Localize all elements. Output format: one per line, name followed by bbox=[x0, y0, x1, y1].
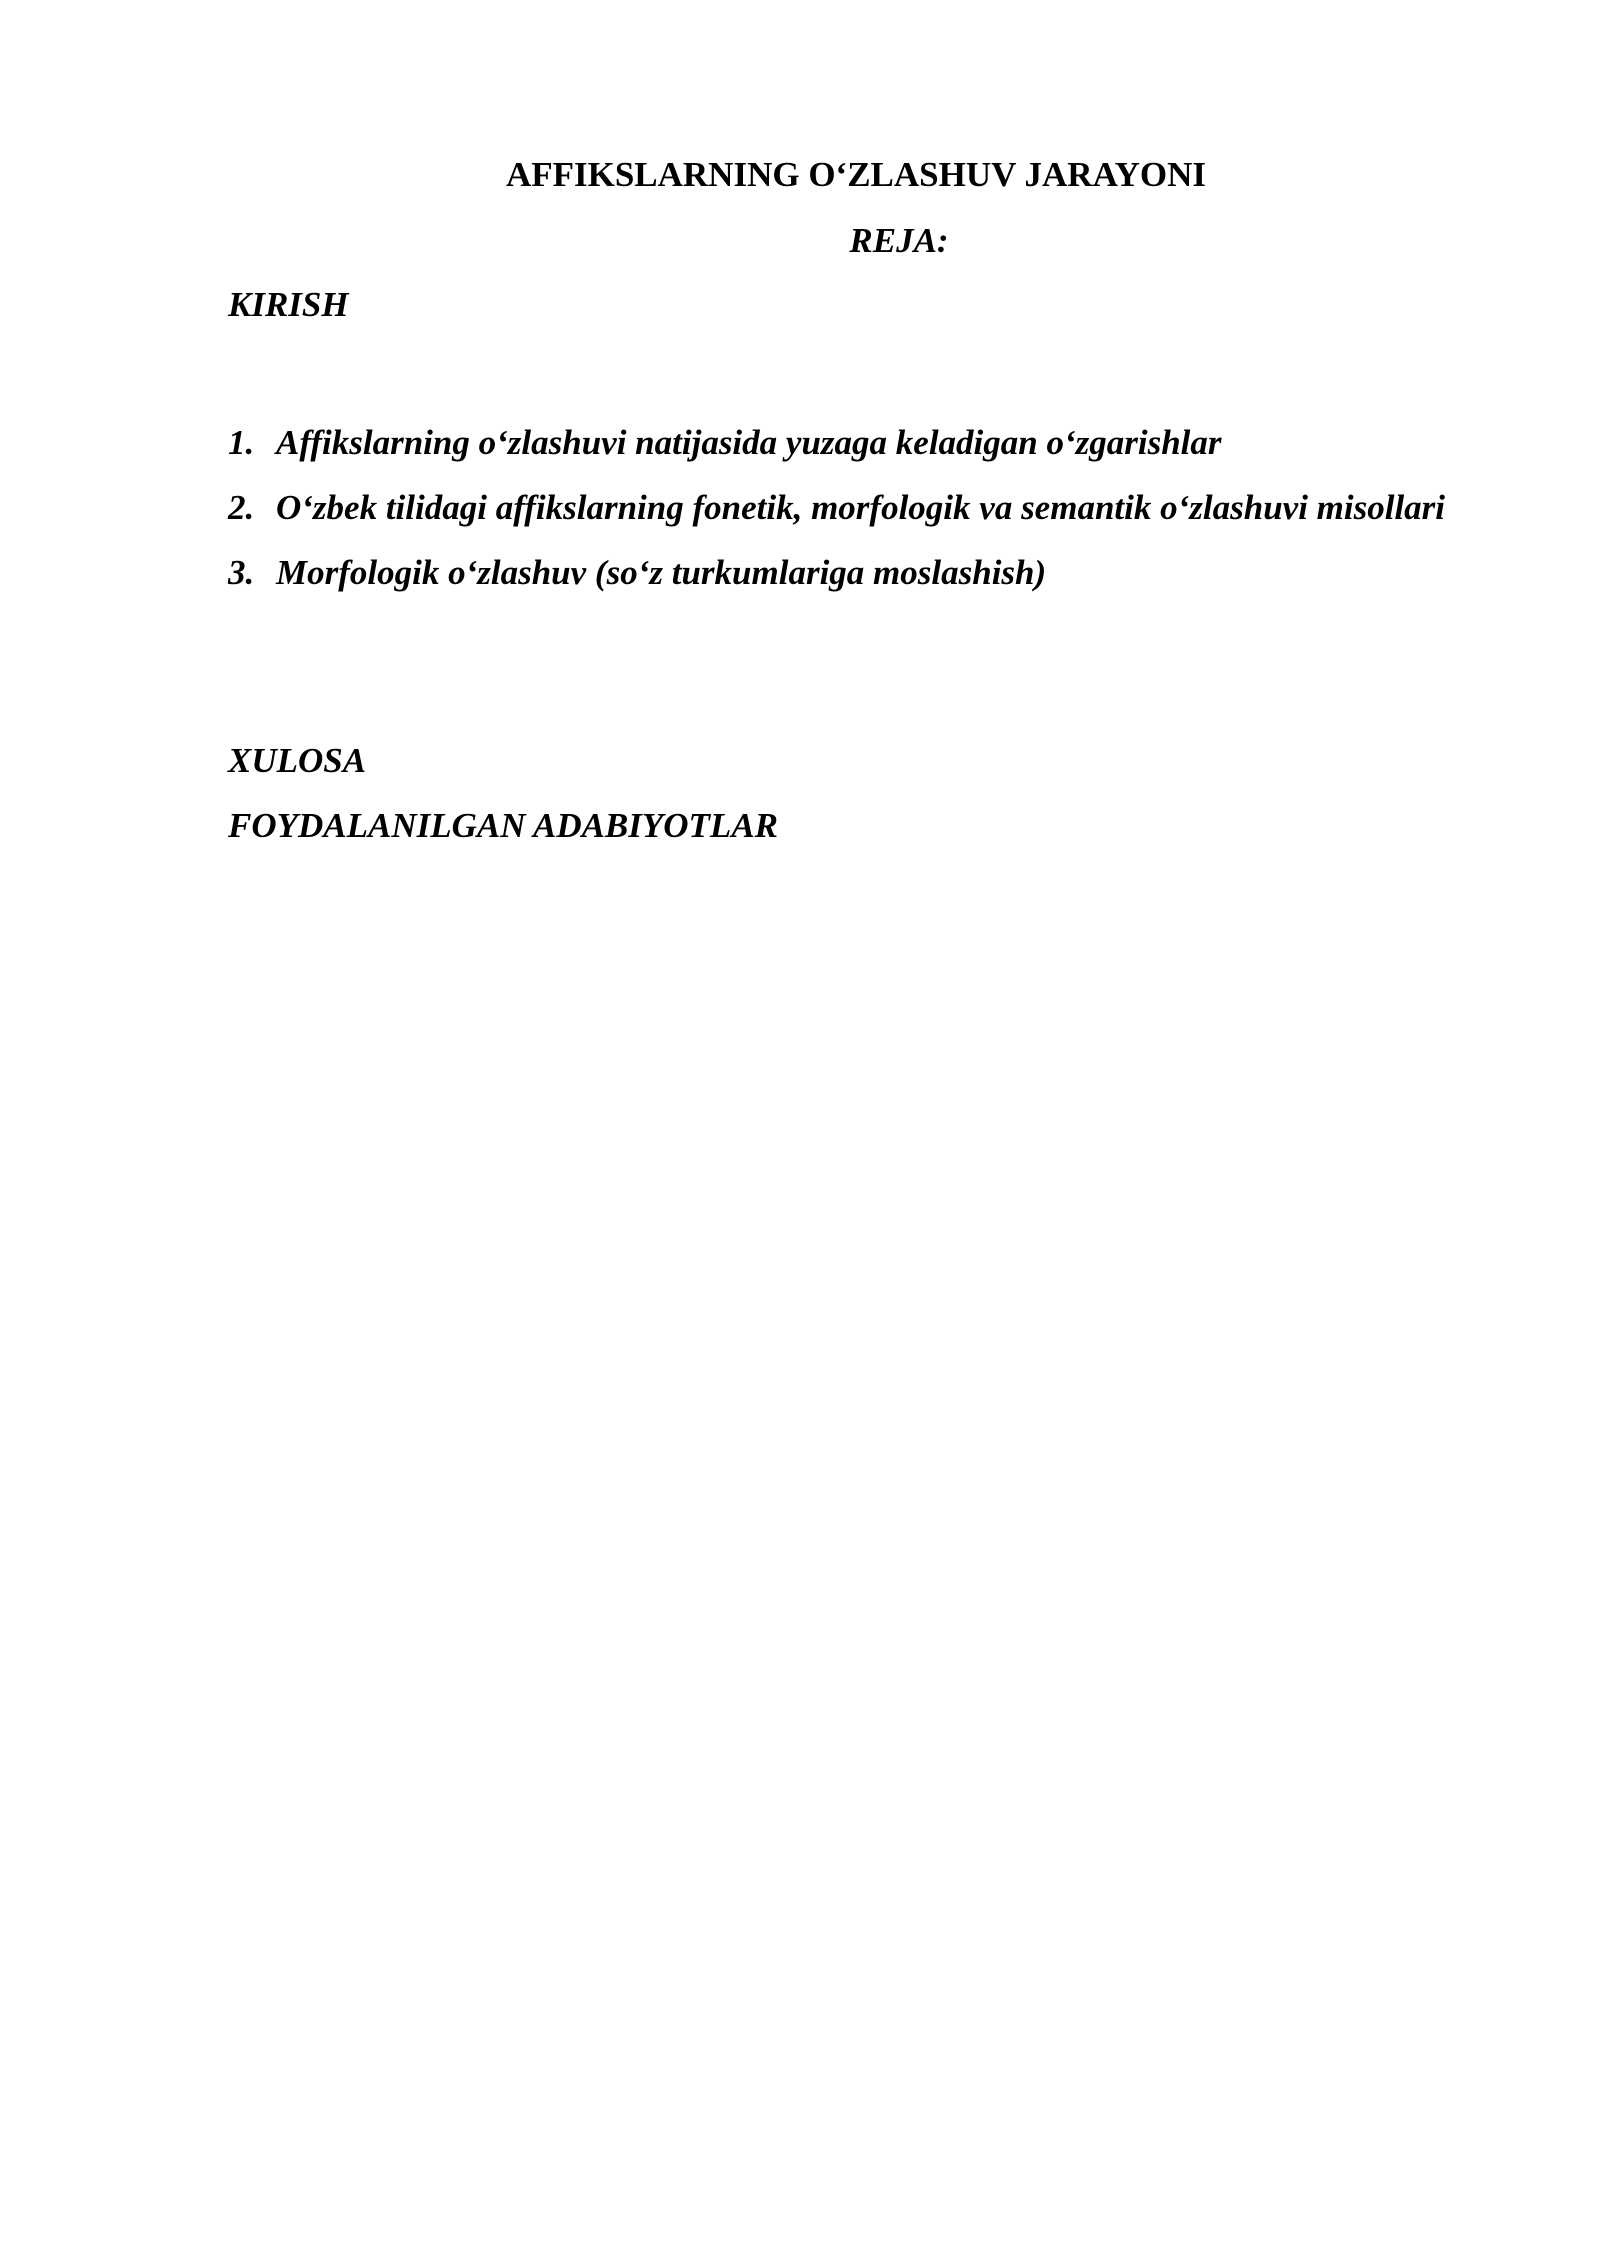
plan-item bbox=[228, 540, 1484, 605]
plan-list bbox=[228, 410, 1484, 605]
section-intro: KIRISH bbox=[228, 285, 349, 324]
plan-item bbox=[228, 475, 1484, 540]
plan-item-number: 1. bbox=[228, 423, 255, 462]
section-conclusion: XULOSA bbox=[228, 741, 367, 780]
plan-item-text: Morfologik o‘zlashuv (so‘z turkumlariga moslashish) bbox=[276, 553, 1047, 592]
plan-item-number: 2. bbox=[228, 488, 255, 527]
plan-heading: REJA: bbox=[849, 221, 949, 260]
plan-item-text: O‘zbek tilidagi affikslarning fonetik, morfologik va semantik o‘zlashuvi misollari bbox=[276, 488, 1446, 527]
plan-item bbox=[228, 410, 1484, 475]
plan-item-text: Affikslarning o‘zlashuvi natijasida yuzaga keladigan o‘zgarishlar bbox=[276, 423, 1222, 462]
plan-item-number: 3. bbox=[228, 553, 255, 592]
document-title: AFFIKSLARNING O‘ZLASHUV JARAYONI bbox=[505, 155, 1207, 194]
section-references: FOYDALANILGAN ADABIYOTLAR bbox=[228, 806, 779, 845]
